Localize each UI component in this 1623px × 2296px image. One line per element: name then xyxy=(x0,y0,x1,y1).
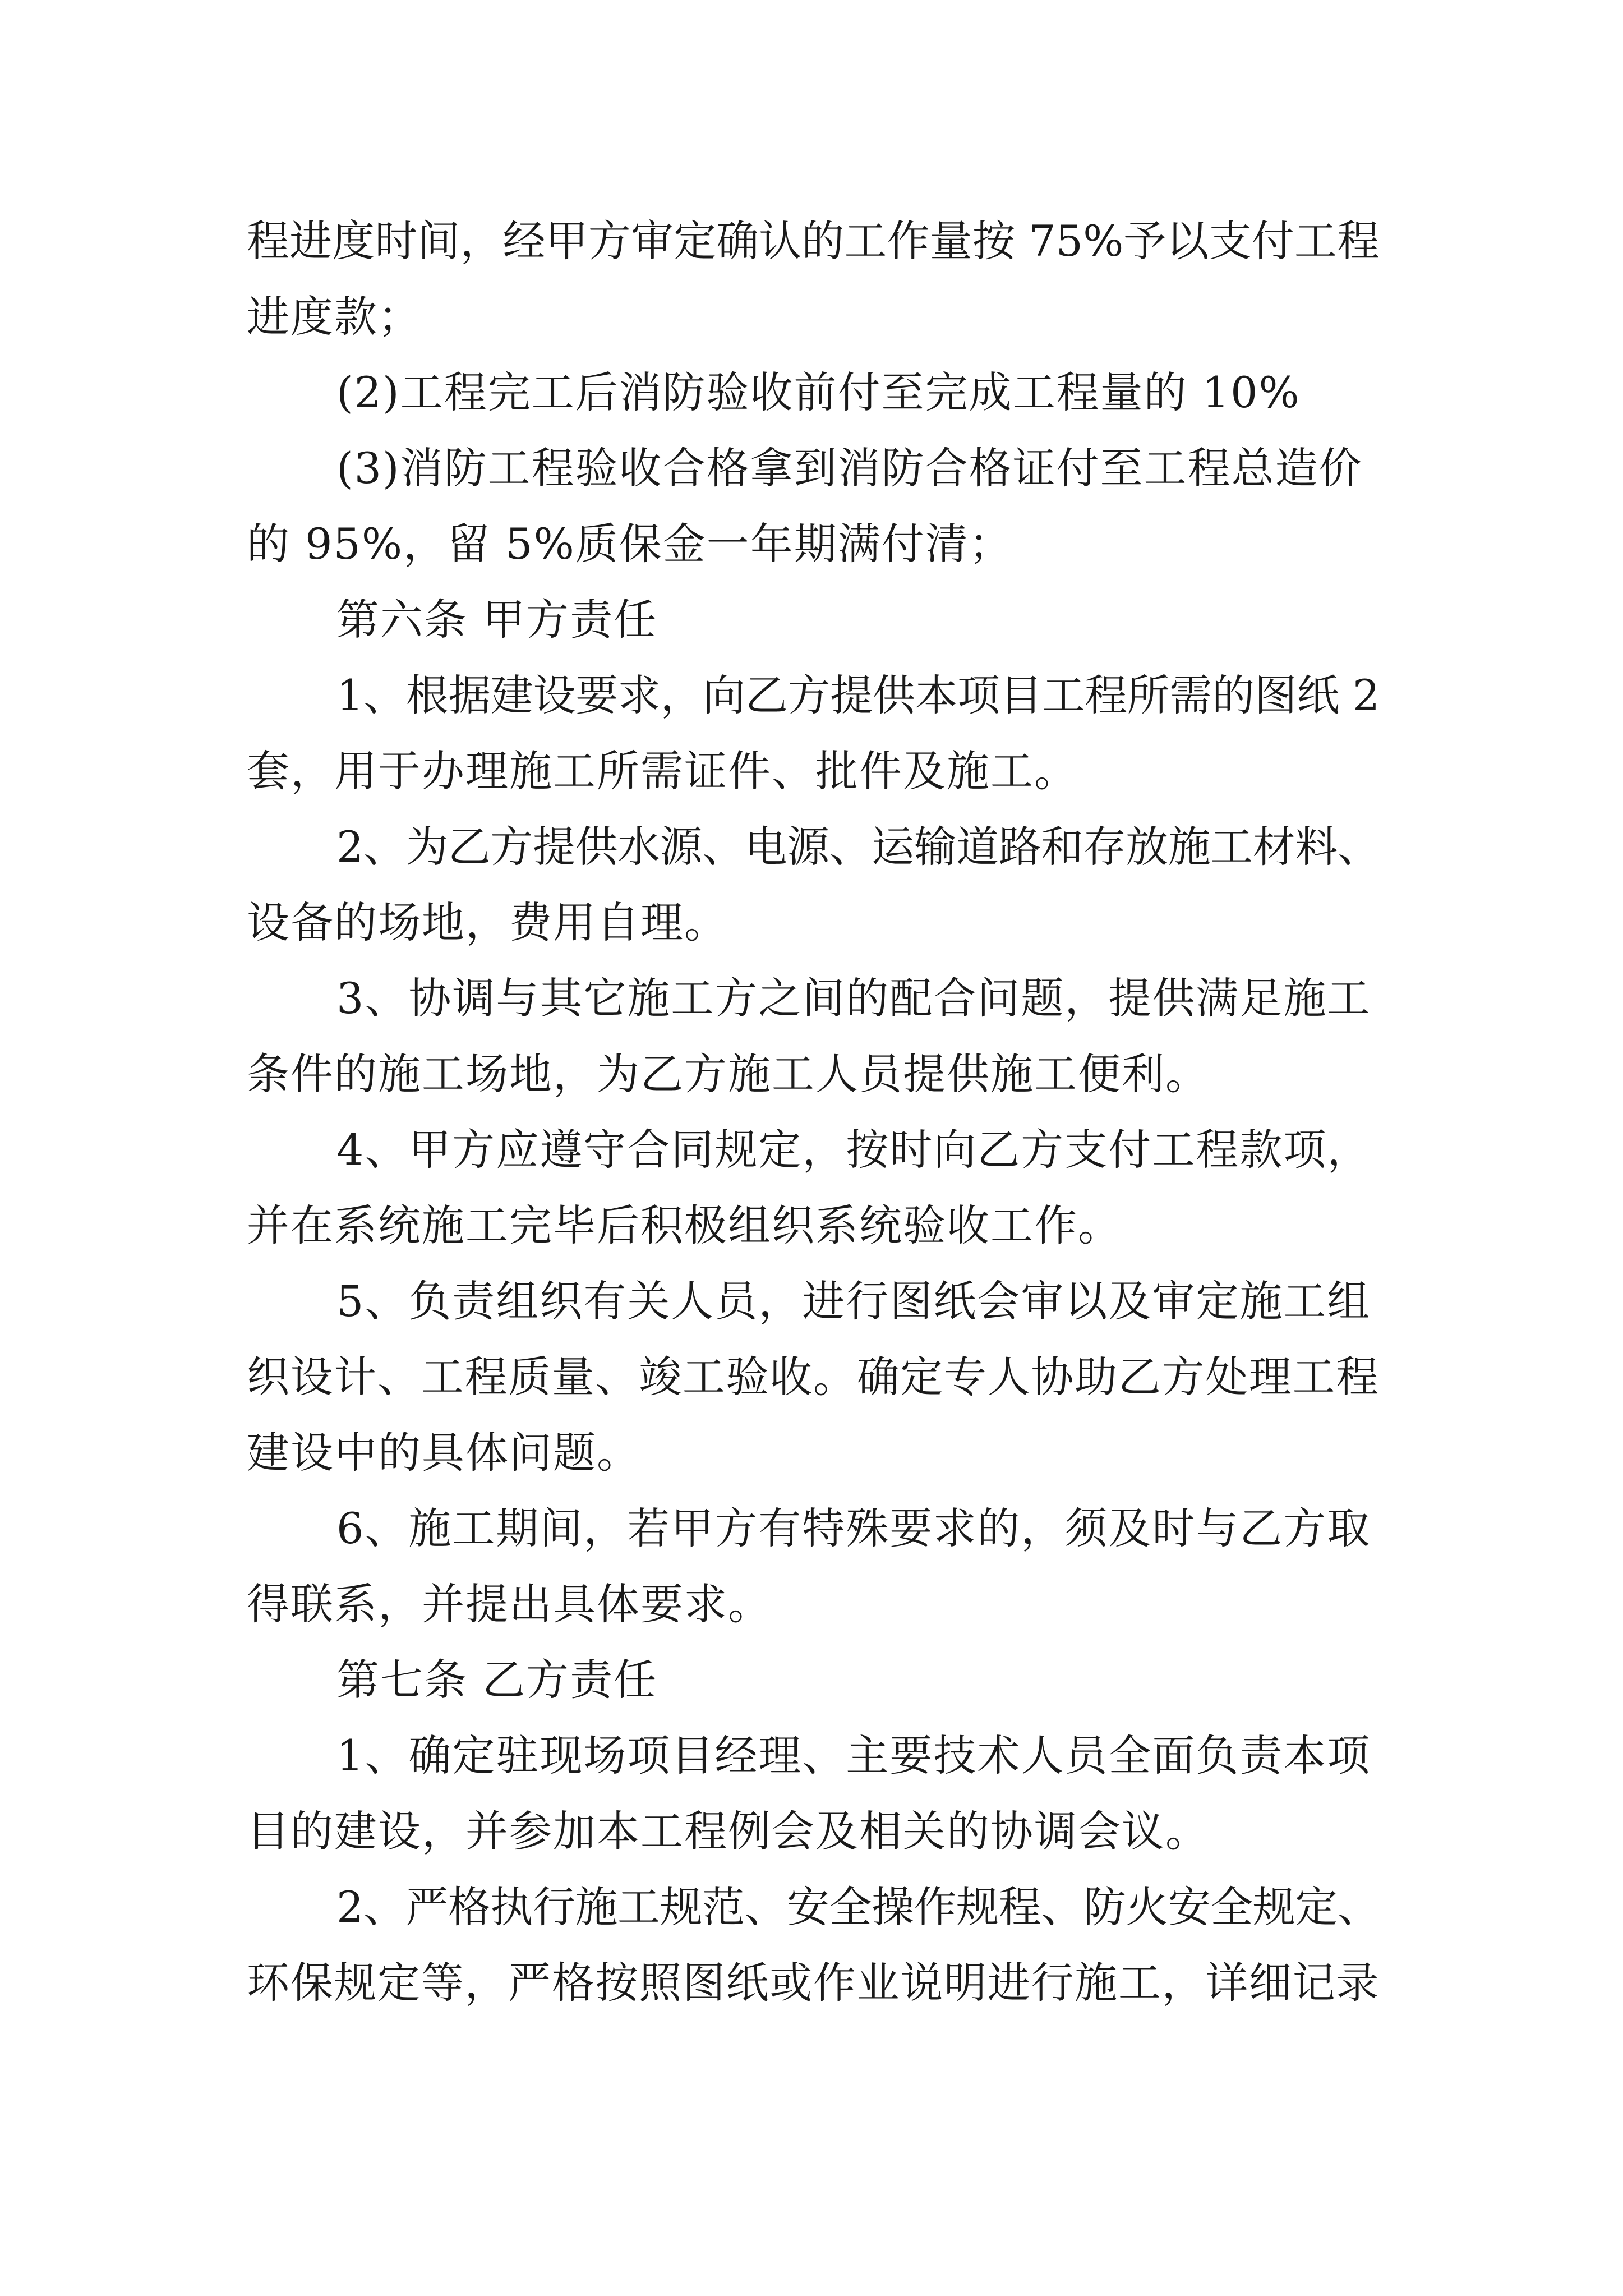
list-item: 4、甲方应遵守合同规定，按时向乙方支付工程款项， xyxy=(336,1125,1371,1175)
body-text-line: 进度款； xyxy=(247,292,422,342)
list-item: 5、负责组织有关人员，进行图纸会审以及审定施工组 xyxy=(336,1276,1371,1326)
list-item: 3、协调与其它施工方之间的配合问题，提供满足施工 xyxy=(336,973,1371,1023)
list-item: 1、根据建设要求，向乙方提供本项目工程所需的图纸 2 xyxy=(336,670,1380,720)
list-item: 2、为乙方提供水源、电源、运输道路和存放施工材料、 xyxy=(336,822,1380,872)
body-text-line: 套，用于办理施工所需证件、批件及施工。 xyxy=(247,746,1078,796)
body-text-line: 织设计、工程质量、竣工验收。确定专人协助乙方处理工程 xyxy=(247,1352,1380,1402)
list-item: 1、确定驻现场项目经理、主要技术人员全面负责本项 xyxy=(336,1731,1371,1780)
payment-clause-2: (2)工程完工后消防验收前付至完成工程量的 10% xyxy=(336,367,1301,417)
list-item: 6、施工期间，若甲方有特殊要求的，须及时与乙方取 xyxy=(336,1503,1371,1553)
payment-clause-3: (3)消防工程验收合格拿到消防合格证付至工程总造价 xyxy=(336,443,1363,493)
body-text-line: 环保规定等，严格按照图纸或作业说明进行施工，详细记录 xyxy=(247,1958,1380,2008)
body-text-line: 设备的场地，费用自理。 xyxy=(247,898,728,947)
body-text-line: 的 95%，留 5%质保金一年期满付清； xyxy=(247,519,1013,569)
body-text-line: 建设中的具体问题。 xyxy=(247,1428,640,1478)
body-text-line: 目的建设，并参加本工程例会及相关的协调会议。 xyxy=(247,1806,1209,1856)
list-item: 2、严格执行施工规范、安全操作规程、防火安全规定、 xyxy=(336,1882,1380,1932)
body-text-line: 程进度时间，经甲方审定确认的工作量按 75%予以支付工程 xyxy=(247,216,1380,266)
body-text-line: 条件的施工场地，为乙方施工人员提供施工便利。 xyxy=(247,1049,1209,1099)
body-text-line: 得联系，并提出具体要求。 xyxy=(247,1579,772,1629)
body-text-line: 并在系统施工完毕后积极组织系统验收工作。 xyxy=(247,1200,1122,1250)
section-heading-article-6: 第六条 甲方责任 xyxy=(336,595,658,645)
section-heading-article-7: 第七条 乙方责任 xyxy=(336,1655,658,1705)
